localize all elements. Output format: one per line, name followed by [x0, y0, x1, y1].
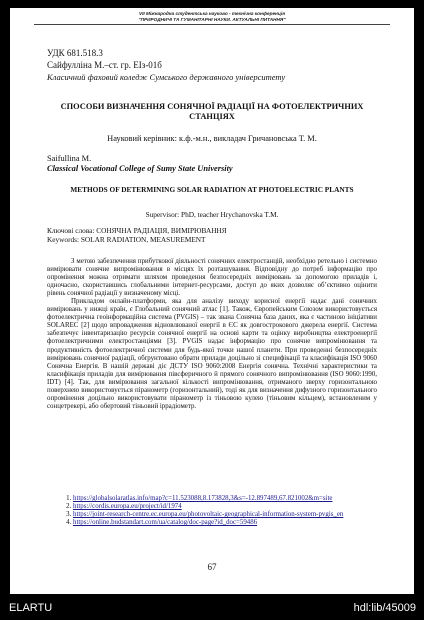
reference-item [73, 511, 377, 519]
conference-header-line2: "ПРИРОДНИЧІ ТА ГУМАНІТАРНІ НАУКИ. АКТУАЛЬНІ ПИТАННЯ" [138, 17, 286, 22]
reference-link-4[interactable]: https://online.budstandart.com/ua/catalog/doc-page?id_doc=59486 [73, 519, 258, 527]
document-page [10, 8, 414, 594]
reference-item [73, 503, 377, 511]
keywords-en: Keywords: SOLAR RADIATION, MEASUREMENT [47, 235, 206, 244]
institution-uk: Класичний фаховий коледж Сумського державного університету [47, 72, 286, 82]
udk-code: УДК 681.518.3 [47, 48, 103, 58]
article-body [47, 258, 377, 411]
page-number: 67 [207, 562, 217, 572]
conference-header [34, 11, 390, 23]
reference-link-3[interactable]: https://joint-research-centre.ec.europa.eu/photovoltaic-geographical-information-system-pvgis_en [73, 511, 344, 519]
keywords-block [47, 226, 377, 244]
paragraph-1: З метою забезпечення прибуткової діяльності сонячних електростанцій, необхідно ретельно і системно вимірювати сонячне випромінювання в місцях їх розташування. Відповідну до потреб інформацію про опромінення можна отримати шляхом проведення безпосередніх вимірювань за допомогою приладів і, одночасно, скориставшись глобальними інтернет-ресурсами, доступ до яких дозволяє об’єктивно оцінити рівень сонячної радіації у визначеному місці. [47, 258, 377, 298]
reference-item [73, 495, 377, 503]
conference-header-line1: VII Міжнародна студентська науково - технічна конференція [139, 11, 285, 16]
paragraph-2: Прикладом онлайн-платформи, яка для аналізу виходу корисної енергії надає дані сонячних вимірювань у нижці країн, є Глобальний сонячний атлас [1]. Також, Європейським Союзом використовується фотоелектрична геоінформаційна система (PVGIS) – так звана Сонячна база даних, яка є частиною ініціативи SOLAREC [2] щодо впровадження відновлюваної енергії в ЄС як довгострокового джерела енергії. Система забезпечує інвентаризацію ресурсів сонячної енергії на основі карти та оцінку виробництва електроенергії фотоелектричними електростанціями [3]. PVGIS надає інформацію про сонячне випромінювання та продуктивність фотоелектричної системи для будь-якої точки нашої планети. При проведенні безпосередніх вимірювань сонячної радіації, обґрунтовано обрати прилади доцільно зі специфікації та класифікація ISO 9060 Сонячна Енергія. В нашій державі діє ДСТУ ISO 9060:2008 Енергія сонячна. Технічні характеристики та класифікація приладів для вимірювання півсферичного й прямого сонячного випромінювання (ISO 9060:1990, IDT) [4]. Так, для вимірювання загальної кількості випромінювання, отриманого зверху горизонтальною поверхнею використовується піранометр (горизонтальний), тоді як для визначення дифузного горизонтального опромінення доцільно використовувати піранометр із тіньовою кулею (тіньовим кільцем), встановленим у сонцетрекері, або обертовий тіньовий іррадіометр. [47, 298, 377, 410]
repository-name: ELARTU [9, 602, 53, 614]
reference-link-2[interactable]: https://cordis.europa.eu/project/id/1974 [73, 503, 182, 511]
supervisor-en: Supervisor: PhD, teacher Hrychanovska T.M. [145, 210, 279, 219]
author-en: Saifullina M. [47, 154, 92, 163]
keywords-uk: Ключові слова: СОНЯЧНА РАДІАЦІЯ, ВИМІРЮВАННЯ [47, 226, 227, 235]
reference-link-1[interactable]: https://globalsolaratlas.info/map?c=11.523088,8.173828,3&s=-12.897489,67.821002&m=site [73, 495, 333, 502]
reference-list [47, 495, 377, 527]
supervisor-uk: Науковий керівник: к.ф.-м.н., викладач Гричановська Т. М. [107, 134, 317, 143]
author-uk: Сайфулліна М.–ст. гр. ЕІз-01б [47, 60, 162, 70]
header-divider [34, 24, 390, 25]
handle-id: hdl:lib/45009 [353, 602, 416, 614]
title-en: METHODS OF DETERMINING SOLAR RADIATION AT PHOTOELECTRIC PLANTS [70, 185, 354, 194]
institution-en: Classical Vocational College of Sumy State University [47, 164, 233, 173]
repository-footer [0, 594, 424, 620]
title-uk: СПОСОБИ ВИЗНАЧЕННЯ СОНЯЧНОЇ РАДІАЦІЇ НА ФОТОЕЛЕКТРИЧНИХ СТАНЦІЯХ [60, 102, 364, 121]
reference-item [73, 519, 377, 527]
